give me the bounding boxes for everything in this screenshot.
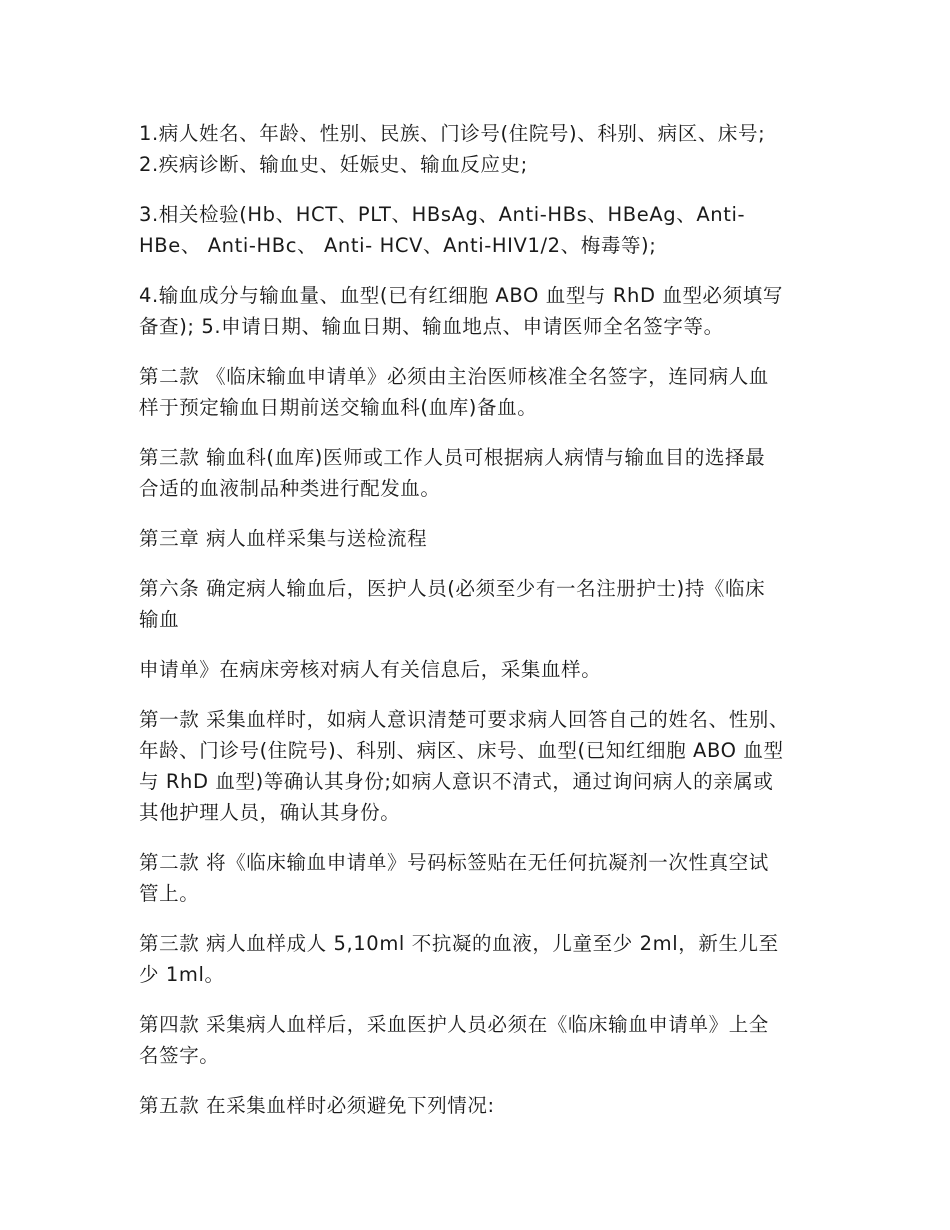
text-line: 第二款 将《临床输血申请单》号码标签贴在无任何抗凝剂一次性真空试 [139, 851, 769, 874]
paragraph [139, 523, 811, 554]
paragraph [139, 118, 811, 149]
text-line: 第三款 病人血样成人 5,10ml 不抗凝的血液，儿童至少 2ml，新生儿至 [139, 932, 779, 955]
text-line: 输血 [139, 608, 180, 631]
paragraph [139, 442, 811, 504]
text-line: 第四款 采集病人血样后，采血医护人员必须在《临床输血申请单》上全 [139, 1013, 769, 1036]
text-line: 合适的血液制品种类进行配发血。 [139, 477, 441, 500]
text-line: 1.病人姓名、年龄、性别、民族、门诊号(住院号)、科别、病区、床号; [139, 122, 766, 145]
text-line: 第五款 在采集血样时必须避免下列情况: [139, 1094, 495, 1117]
text-line: 第二款 《临床输血申请单》必须由主治医师核准全名签字，连同病人血 [139, 365, 769, 388]
text-line: 3.相关检验(Hb、HCT、PLT、HBsAg、Anti-HBs、HBeAg、Anti- [139, 203, 746, 226]
paragraph [139, 654, 811, 685]
text-line: 其他护理人员，确认其身份。 [139, 801, 401, 824]
text-line: 4.输血成分与输血量、血型(已有红细胞 ABO 血型与 RhD 血型必须填写 [139, 284, 783, 307]
paragraph [139, 928, 811, 990]
text-line: 少 1ml。 [139, 963, 225, 986]
paragraph [139, 361, 811, 423]
text-line: 第三款 输血科(血库)医师或工作人员可根据病人病情与输血目的选择最 [139, 446, 766, 469]
text-line: HBe、 Anti-HBc、 Anti- HCV、Anti-HIV1/2、梅毒等); [139, 234, 657, 257]
text-line: 年龄、门诊号(住院号)、科别、病区、床号、血型(已知红细胞 ABO 血型 [139, 739, 784, 762]
paragraph [139, 280, 811, 342]
text-line: 第三章 病人血样采集与送检流程 [139, 527, 428, 550]
paragraph [139, 199, 811, 261]
paragraph [139, 704, 811, 828]
paragraph [139, 573, 811, 635]
text-line: 样于预定输血日期前送交输血科(血库)备血。 [139, 396, 538, 419]
text-line: 备查); 5.申请日期、输血日期、输血地点、申请医师全名签字等。 [139, 315, 724, 338]
text-line: 名签字。 [139, 1044, 220, 1067]
text-line: 管上。 [139, 882, 200, 905]
paragraph [139, 1009, 811, 1071]
text-line: 2.疾病诊断、输血史、妊娠史、输血反应史; [139, 153, 528, 176]
paragraph [139, 847, 811, 909]
paragraph [139, 149, 811, 180]
text-line: 第一款 采集血样时，如病人意识清楚可要求病人回答自己的姓名、性别、 [139, 708, 789, 731]
text-line: 第六条 确定病人输血后，医护人员(必须至少有一名注册护士)持《临床 [139, 577, 766, 600]
paragraph [139, 1090, 811, 1121]
document-body [139, 118, 811, 1140]
text-line: 申请单》在病床旁核对病人有关信息后，采集血样。 [139, 658, 602, 681]
text-line: 与 RhD 血型)等确认其身份;如病人意识不清式，通过询问病人的亲属或 [139, 770, 774, 793]
